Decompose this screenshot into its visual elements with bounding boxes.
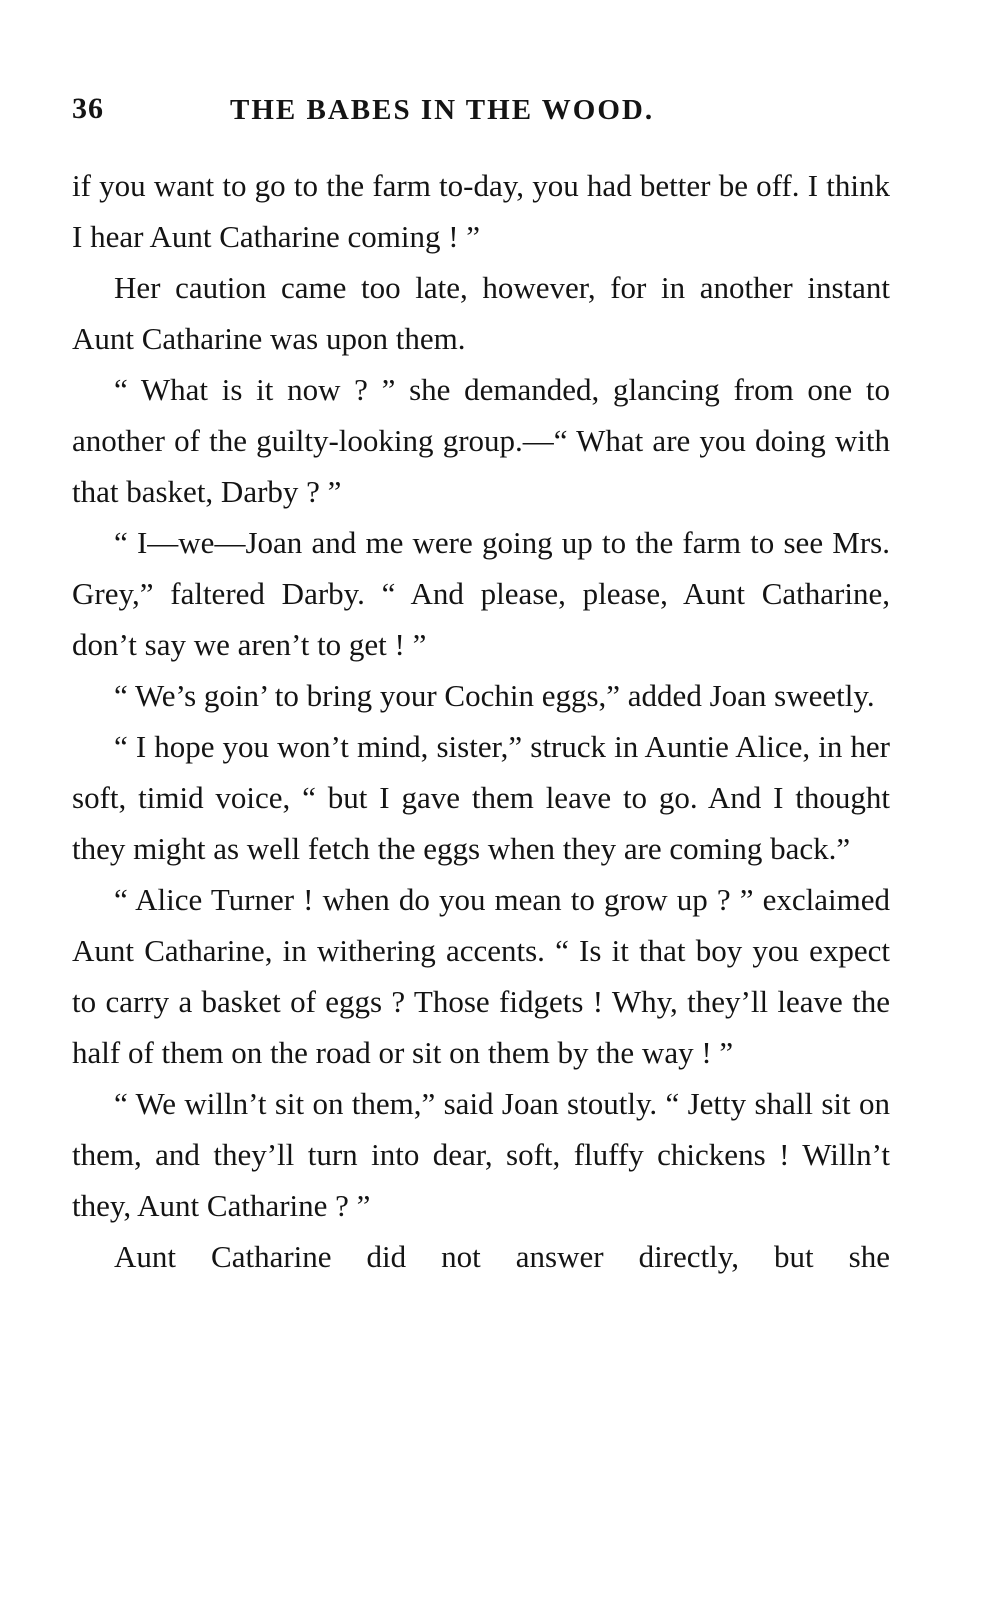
paragraph: “ Alice Turner ! when do you mean to grow up ? ” exclaimed Aunt Catharine, in withering accents. “ Is it that boy you expect to carry a basket of eggs ? Those fidgets ! Why, they’ll leave the half of them on the road or sit on them by the way ! ”	[72, 882, 890, 1070]
paragraph: “ We’s goin’ to bring your Cochin eggs,” added Joan sweetly.	[114, 678, 875, 713]
running-head	[72, 92, 890, 136]
paragraph-continues: Aunt Catharine did not answer directly, but she	[114, 1239, 890, 1274]
paragraph-continued: if you want to go to the farm to-day, you had better be off. I think I hear Aunt Catharine coming ! ”	[72, 168, 890, 254]
paragraph: “ I hope you won’t mind, sister,” struck in Auntie Alice, in her soft, timid voice, “ but I gave them leave to go. And I thought they might as well fetch the eggs when they are coming back.”	[72, 729, 890, 866]
paragraph: “ What is it now ? ” she demanded, glancing from one to another of the guilty-looking group.—“ What are you doing with that basket, Darby ? ”	[72, 372, 890, 509]
page-number: 36	[72, 92, 104, 125]
paragraph: “ I—we—Joan and me were going up to the farm to see Mrs. Grey,” faltered Darby. “ And please, please, Aunt Catharine, don’t say we aren’t to get ! ”	[72, 525, 890, 662]
paragraph: Her caution came too late, however, for in another instant Aunt Catharine was upon them.	[72, 270, 890, 356]
running-title: THE BABES IN THE WOOD.	[230, 94, 655, 126]
book-page	[72, 0, 890, 1619]
paragraph: “ We willn’t sit on them,” said Joan stoutly. “ Jetty shall sit on them, and they’ll turn into dear, soft, fluffy chickens ! Willn’t they, Aunt Catharine ? ”	[72, 1086, 890, 1223]
body-text	[72, 160, 890, 1282]
